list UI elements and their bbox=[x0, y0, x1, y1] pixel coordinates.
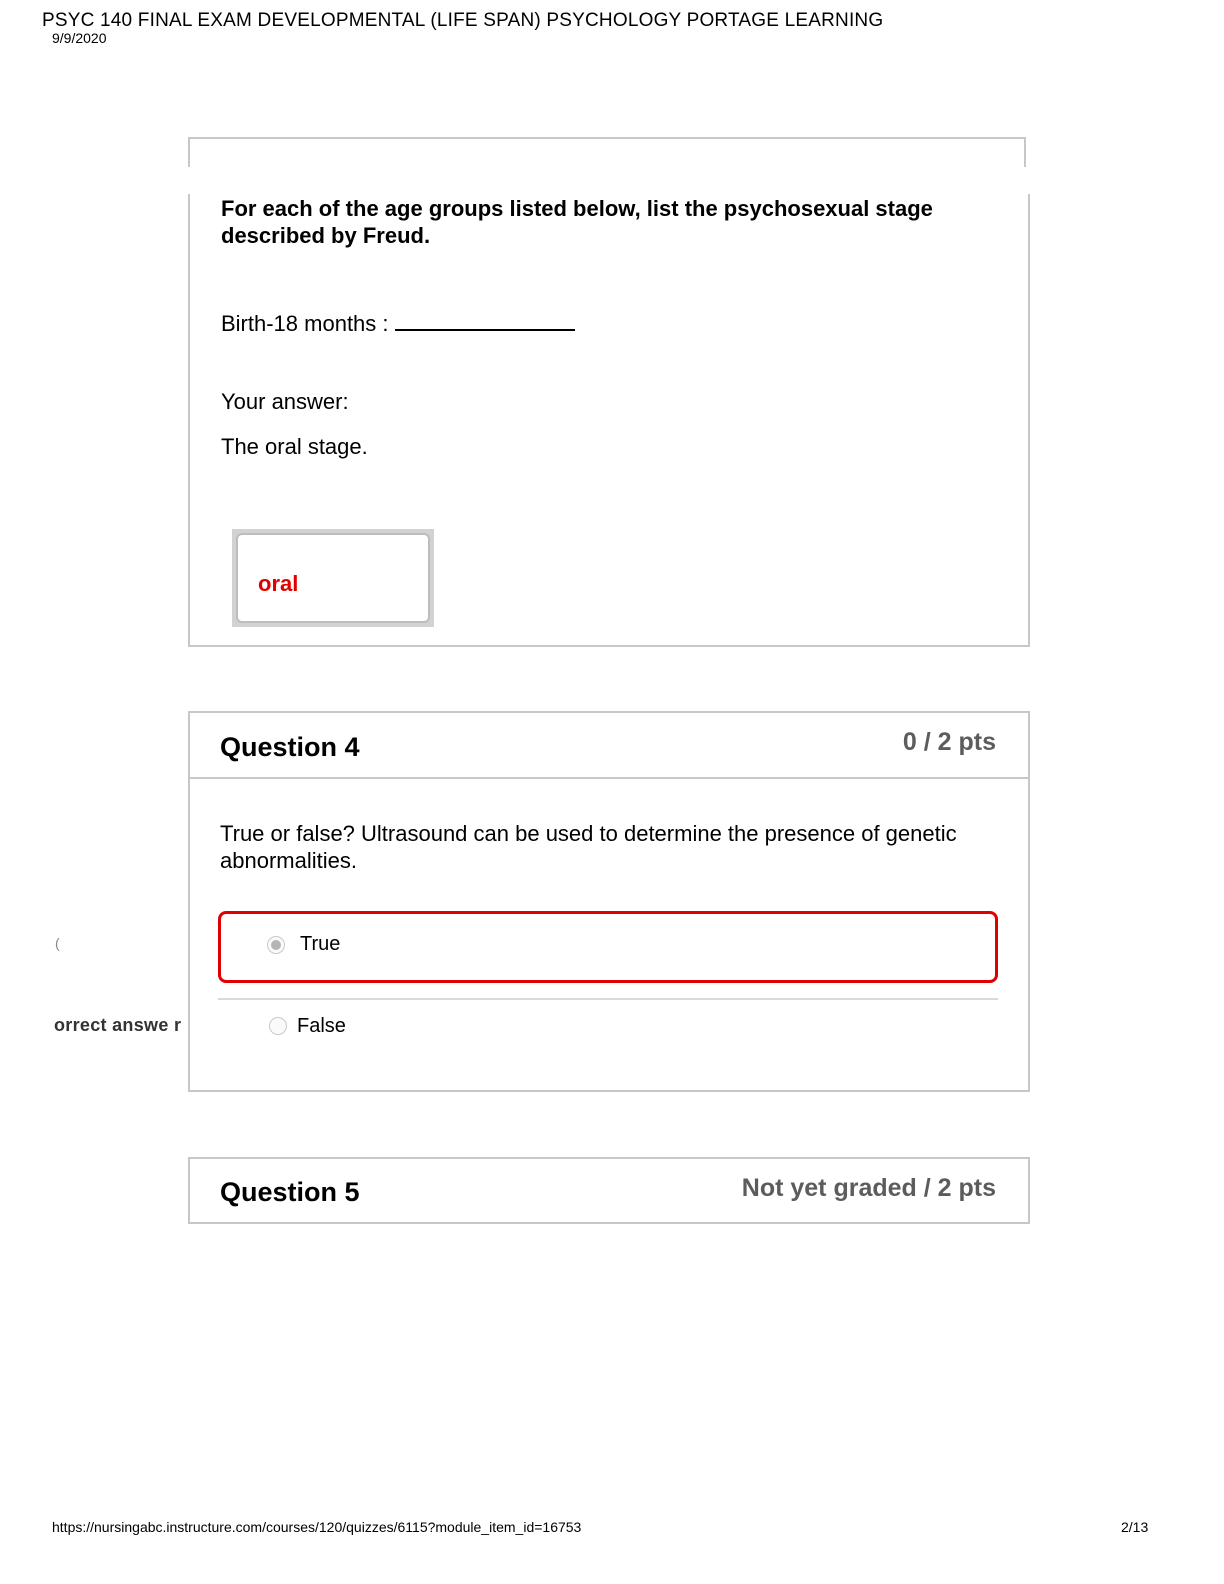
question-5-title: Question 5 bbox=[220, 1177, 360, 1207]
fill-in-blank-line bbox=[395, 309, 575, 331]
answer-box bbox=[232, 529, 434, 627]
document-title: PSYC 140 FINAL EXAM DEVELOPMENTAL (LIFE SPAN) PSYCHOLOGY PORTAGE LEARNING bbox=[42, 10, 884, 31]
option-true-label[interactable]: True bbox=[300, 933, 341, 955]
question-3-prompt: For each of the age groups listed below, list the psychosexual stage described by Freud. bbox=[221, 196, 933, 248]
question-4-text: True or false? Ultrasound can be used to determine the presence of genetic abnormalities. bbox=[220, 821, 957, 873]
answer-box-value: oral bbox=[258, 571, 299, 596]
question-5-points: Not yet graded / 2 pts bbox=[741, 1174, 996, 1202]
question-3-card bbox=[188, 194, 1030, 647]
footer-url: https://nursingabc.instructure.com/courses/120/quizzes/6115?module_item_id=16753 bbox=[52, 1519, 582, 1535]
side-mark: ( bbox=[55, 935, 60, 951]
question-4-title: Question 4 bbox=[220, 732, 360, 762]
question-3-item-label: Birth-18 months : bbox=[221, 311, 389, 336]
question-3-card-top bbox=[188, 137, 1026, 167]
answer-box-inner bbox=[236, 533, 430, 623]
option-divider bbox=[218, 998, 998, 1000]
question-4-points: 0 / 2 pts bbox=[902, 728, 996, 756]
option-false-radio[interactable] bbox=[269, 1017, 287, 1035]
question-4-header bbox=[190, 713, 1028, 779]
your-answer-text: The oral stage. bbox=[221, 434, 368, 459]
option-false-label[interactable]: False bbox=[297, 1015, 346, 1037]
question-5-card bbox=[188, 1157, 1030, 1224]
question-4-card bbox=[188, 711, 1030, 1092]
footer-page-number: 2/13 bbox=[1121, 1519, 1149, 1535]
correct-answer-label: orrect answe r bbox=[54, 1015, 182, 1035]
question-3-item bbox=[221, 309, 575, 337]
option-true-radio[interactable] bbox=[267, 936, 285, 954]
document-date: 9/9/2020 bbox=[52, 30, 107, 46]
your-answer-label: Your answer: bbox=[221, 389, 349, 414]
